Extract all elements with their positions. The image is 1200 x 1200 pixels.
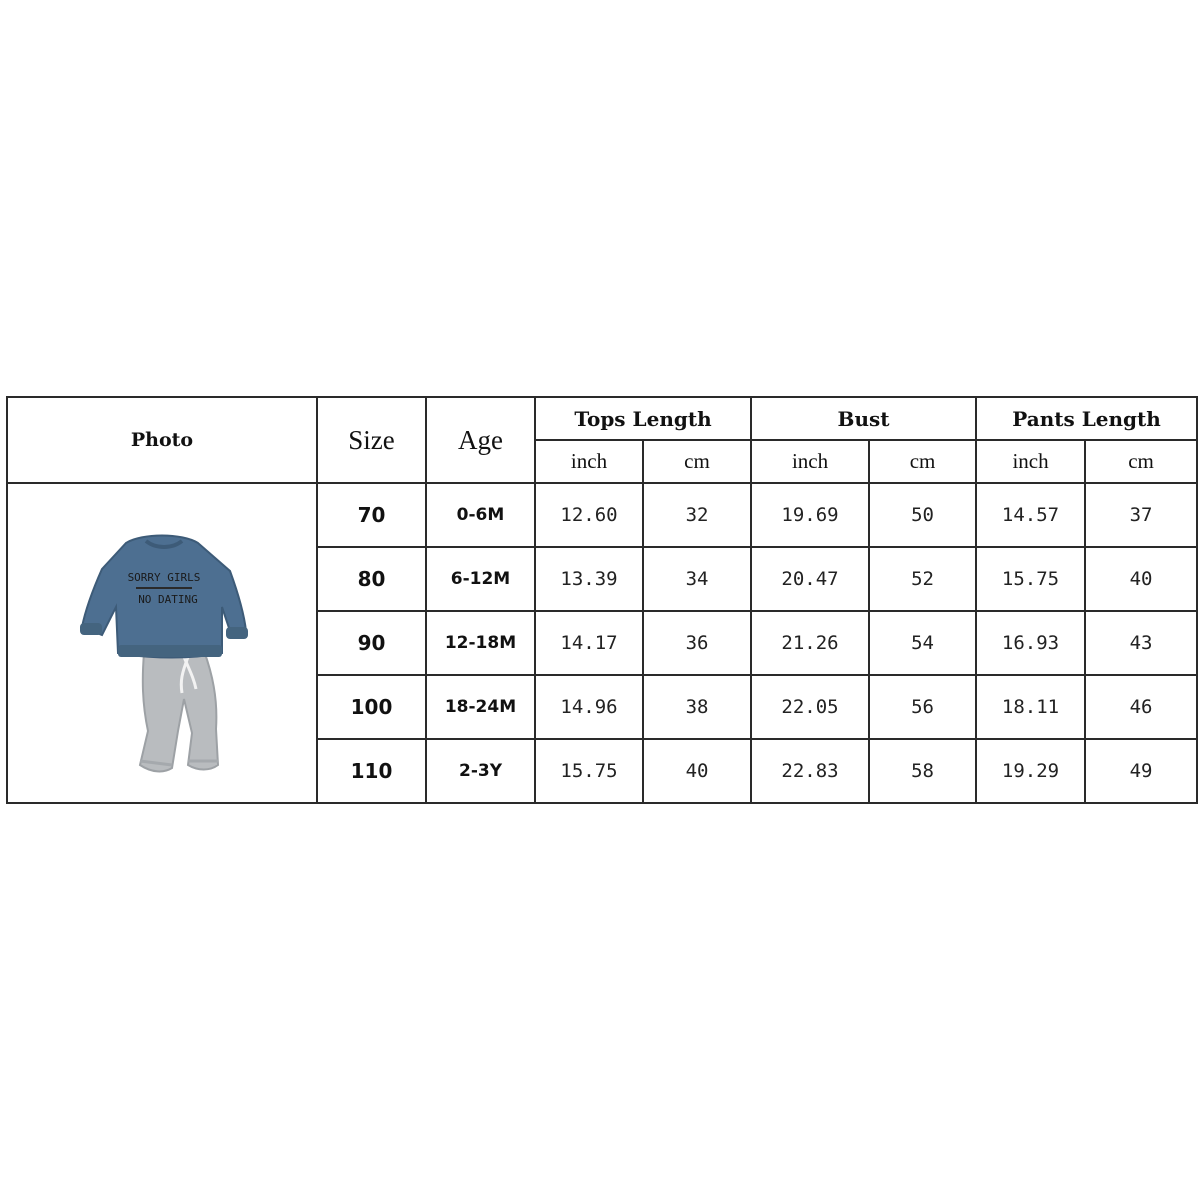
product-photo-cell [7,483,317,803]
age-cell: 2-3Y [426,739,535,803]
bust-header: Bust [751,397,976,440]
bust-inch-cell: 19.69 [751,483,869,547]
tops-length-header: Tops Length [535,397,751,440]
shirt-print-line-1: SORRY GIRLS [127,571,201,584]
size-cell: 70 [317,483,426,547]
bust-inch-cell: 22.05 [751,675,869,739]
tops-inch-cell: 13.39 [535,547,643,611]
pants-cm-cell: 37 [1085,483,1197,547]
baby-sweatshirt-pants-outfit-icon [72,503,252,783]
tops-cm-cell: 36 [643,611,751,675]
age-header: Age [426,397,535,483]
pants-cm-cell: 43 [1085,611,1197,675]
tops-cm-cell: 32 [643,483,751,547]
unit-header: cm [643,440,751,483]
age-cell: 18-24M [426,675,535,739]
tops-inch-cell: 14.17 [535,611,643,675]
photo-header: Photo [7,397,317,483]
age-cell: 6-12M [426,547,535,611]
size-chart-table [6,396,1198,804]
header-row-top [7,397,1197,440]
pants-length-header: Pants Length [976,397,1197,440]
tops-inch-cell: 14.96 [535,675,643,739]
age-cell: 12-18M [426,611,535,675]
tops-cm-cell: 40 [643,739,751,803]
tops-inch-cell: 15.75 [535,739,643,803]
pants-inch-cell: 19.29 [976,739,1085,803]
bust-cm-cell: 58 [869,739,976,803]
bust-cm-cell: 52 [869,547,976,611]
size-cell: 90 [317,611,426,675]
unit-header: inch [976,440,1085,483]
table-row [7,483,1197,547]
pants-cm-cell: 46 [1085,675,1197,739]
unit-header: inch [751,440,869,483]
bust-inch-cell: 22.83 [751,739,869,803]
unit-header: cm [869,440,976,483]
pants-inch-cell: 16.93 [976,611,1085,675]
size-cell: 110 [317,739,426,803]
size-cell: 100 [317,675,426,739]
pants-inch-cell: 15.75 [976,547,1085,611]
shirt-print-line-2: NO DATING [138,593,198,606]
pants-cm-cell: 49 [1085,739,1197,803]
bust-cm-cell: 50 [869,483,976,547]
bust-cm-cell: 56 [869,675,976,739]
pants-inch-cell: 14.57 [976,483,1085,547]
tops-cm-cell: 38 [643,675,751,739]
bust-cm-cell: 54 [869,611,976,675]
age-cell: 0-6M [426,483,535,547]
unit-header: inch [535,440,643,483]
tops-inch-cell: 12.60 [535,483,643,547]
bust-inch-cell: 20.47 [751,547,869,611]
bust-inch-cell: 21.26 [751,611,869,675]
pants-inch-cell: 18.11 [976,675,1085,739]
pants-cm-cell: 40 [1085,547,1197,611]
unit-header: cm [1085,440,1197,483]
tops-cm-cell: 34 [643,547,751,611]
size-header: Size [317,397,426,483]
size-cell: 80 [317,547,426,611]
